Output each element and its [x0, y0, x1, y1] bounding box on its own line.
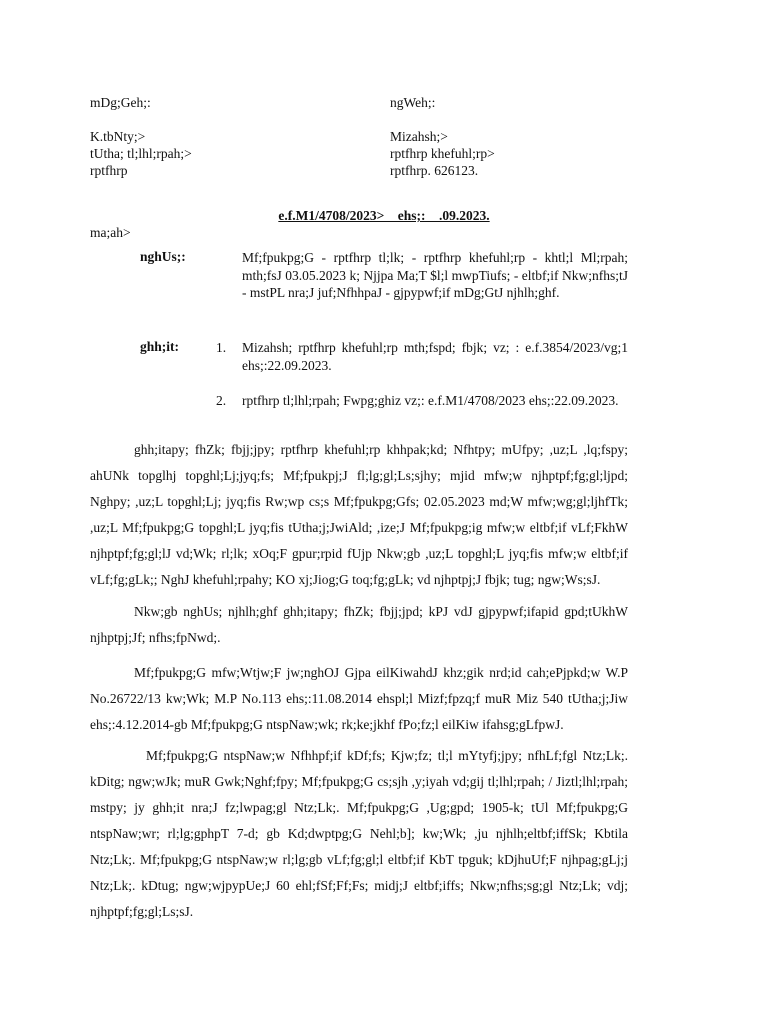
reference-text-1: Mizahsh; rptfhrp khefuhl;rp mth;fspd; fbjk; vz; : e.f.3854/2023/vg;1 ehs;:22.09.2023.: [242, 340, 628, 373]
to-address: [390, 94, 495, 179]
salutation: ma;ah>: [90, 225, 131, 240]
to-heading: ngWeh;:: [390, 95, 436, 110]
from-heading: mDg;Geh;:: [90, 95, 151, 110]
reference-item: [216, 392, 628, 410]
reference-number-2: 2.: [216, 393, 227, 408]
reference-number-1: 1.: [216, 340, 227, 355]
from-line: K.tbNty;>: [90, 129, 146, 144]
body-paragraph: ghh;itapy; fhZk; fbjj;jpy; rptfhrp khefuhl;rp khhpak;kd; Nfhtpy; mUfpy; ,uz;L ,lq;fspy; ahUNk topglhj topghl;Lj;jyq;fs; Mf;fpukpj;J fl;lg;gl;Ls;sjhy; mjid mfw;w njhptpf;fg;gl;ljpd; Nghpy; ,uz;L topghl;Lj; jyq;fis Rw;wp cs;s Mf;fpukpg;Gfs; 02.05.2023 md;W mfw;wg;gl;ljhfTk; ,uz;L Mf;fpukpg;G topghl;L jyq;fis tUtha;j;JwiAld; ,ize;J Mf;fpukpg;ig mfw;w eltbf;if vLf;FkhW njhptpf;fg;gl;lJ vd;Wk; rl;lk; xOq;F gpur;rpid fUjp Nkw;gb ,uz;L topghl;L jyq;fis mfw;w eltbf;if vLf;fg;gLk;; NghJ khefuhl;rpahy; KO xj;Jiog;G toq;fg;gLk; vd njhptpj;J fbjk; tug; ngw;Ws;sJ.: [90, 442, 628, 587]
from-line: tUtha; tl;lhl;rpah;>: [90, 146, 192, 161]
to-line: Mizahsh;>: [390, 129, 448, 144]
reference-text-2: rptfhrp tl;lhl;rpah; Fwpg;ghiz vz;: e.f.M1/4708/2023 ehs;:22.09.2023.: [242, 393, 619, 408]
to-line: rptfhrp. 626123.: [390, 163, 479, 178]
references-label: ghh;it:: [140, 339, 180, 354]
body-paragraph: Mf;fpukpg;G mfw;Wtjw;F jw;nghOJ Gjpa eilKiwahdJ khz;gik nrd;id cah;ePjpkd;w W.P No.26722/13 kw;Wk; M.P No.113 ehs;:11.08.2014 ehspl;l Mizf;fpzq;f muR Miz 540 tUtha;j;Jiw ehs;:4.12.2014-gb Mf;fpukpg;G ntspNaw;wk; rk;ke;jkhf fPo;fz;l eilKiw ifahsg;gLfpwJ.: [90, 665, 628, 732]
reference-number: e.f.M1/4708/2023> ehs;: .09.2023.: [278, 208, 490, 223]
from-address: [90, 94, 192, 179]
body-paragraph: Nkw;gb nghUs; njhlh;ghf ghh;itapy; fhZk; fbjj;jpd; kPJ vdJ gjpypwf;ifapid gpd;tUkhW njhptpj;Jf; nfhs;fpNwd;.: [90, 604, 628, 645]
reference-item: [216, 339, 628, 374]
subject-label: nghUs;:: [140, 249, 186, 264]
subject-text: Mf;fpukpg;G - rptfhrp tl;lk; - rptfhrp khefuhl;rp - khtl;l Ml;rpah; mth;fsJ 03.05.2023 k; Njjpa Ma;T $l;l mwpTiufs; - eltbf;if Nkw;nfhs;tJ - mstPL nra;J juf;NfhhpaJ - gjpypwf;if mDg;GtJ njhlh;ghf.: [242, 250, 628, 300]
to-line: rptfhrp khefuhl;rp>: [390, 146, 495, 161]
body-paragraph: Mf;fpukpg;G ntspNaw;w Nfhhpf;if kDf;fs; Kjw;fz; tl;l mYtyfj;jpy; nfhLf;fgl Ntz;Lk;. kDitg; ngw;wJk; muR Gwk;Nghf;fpy; Mf;fpukpg;G cs;sjh ,y;iyah vd;gij tl;lhl;rpah; / Jiztl;lhl;rpah; mstpy; jy ghh;it nra;J fz;lwpag;gl Ntz;Lk;. Mf;fpukpg;G ,Ug;gpd; 1905-k; tUl Mf;fpukpg;G ntspNaw;wr; rl;lg;gphpT 7-d; gb Kd;dwptpg;G Nehl;b]; kw;Wk; ,ju njhlh;eltbf;iffSk; Kbtila Ntz;Lk;. Mf;fpukpg;G ntspNaw;w rl;lg;gb vLf;fg;gl;l eltbf;if KbT tpguk; kDjhuUf;F njhpag;gLj;j Ntz;Lk;. kDtug; ngw;wjpypUe;J 60 ehl;fSf;Ff;Fs; midj;J eltbf;iffs; Nkw;nfhs;sg;gl Ntz;Lk; vdj; njhptpf;fg;gl;Ls;sJ.: [90, 748, 628, 919]
from-line: rptfhrp: [90, 163, 128, 178]
